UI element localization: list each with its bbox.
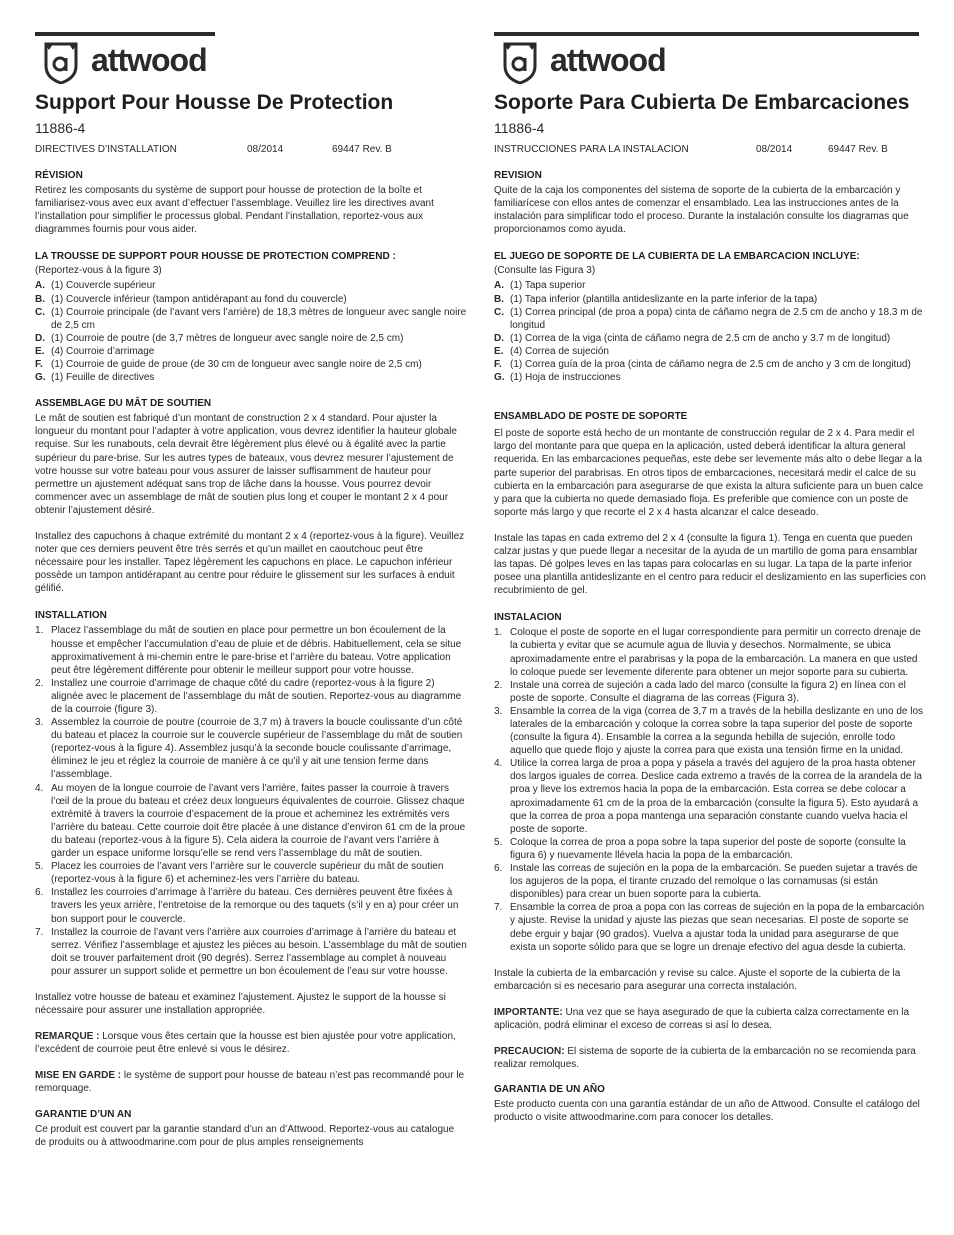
kit-list-item (494, 279, 927, 292)
install-step (494, 757, 927, 836)
page-title: Soporte Para Cubierta De Embarcaciones (494, 91, 910, 114)
step-number: 5. (494, 836, 503, 848)
step-text: Coloque la correa de proa a popa sobre la tapa superior del poste de soporte (consulte la figura 6) y nuevamente llévela hacia la popa de la embarcación. (510, 836, 906, 861)
doc-date: 08/2014 (247, 144, 284, 155)
step-text: Installez une courroie d’arrimage de chaque côté du cadre (reportez-vous à la figure 2) alignée avec le placement de l’assemblage du mât de soutien. Reportez-vous au diagramme de la courroie (figure 3). (51, 677, 462, 715)
install-step (494, 901, 927, 953)
kit-list-item (494, 371, 927, 384)
warranty-heading: GARANTIE D’UN AN (35, 1108, 132, 1120)
install-step (35, 716, 467, 781)
kit-item-text: (1) Correa de la viga (cinta de cáñamo negra de 2.5 cm de ancho y 3.7 m de longitud) (510, 332, 891, 344)
kit-item-letter: A. (35, 280, 45, 292)
install-step (35, 886, 467, 925)
warning-lead: MISE EN GARDE : (35, 1070, 122, 1082)
kit-item-letter: F. (494, 359, 502, 371)
remark-paragraph (35, 1030, 467, 1056)
kit-list (35, 279, 467, 384)
kit-list-item (35, 358, 467, 371)
kit-item-letter: C. (35, 306, 45, 318)
step-text: Installez les courroies d’arrimage à l’arrière du bateau. Ces dernières peuvent être fixées à travers les yeux arrière, l’entretoise de la remorque ou des taquets (s’il y en a) pour créer un bon support pour le couvercle. (51, 887, 459, 925)
step-number: 1. (494, 627, 503, 639)
doc-type: INSTRUCCIONES PARA LA INSTALACION (494, 144, 689, 155)
install-after-text: Installez votre housse de bateau et examinez l’ajustement. Ajustez le support de la housse si nécessaire pour assurer une installation appropriée. (35, 991, 446, 1017)
kit-item-text: (1) Feuille de directives (51, 372, 155, 384)
kit-item-letter: D. (35, 332, 45, 344)
kit-item-text: (1) Couvercle inférieur (tampon antidérapant au fond du couvercle) (51, 293, 347, 305)
step-text: Coloque el poste de soporte en el lugar correspondiente para permitir un correcto drenaje de la cubierta y evitar que se acumule agua de lluvia y desechos. Normalmente, se ubica aproximadamente entre el parabrisas y la popa de la embarcación. La manera en que usted lo coloque puede ser levemente diferente para obtener un mejor soporte para su cubierta. (510, 627, 921, 678)
doc-type: DIRECTIVES D’INSTALLATION (35, 144, 177, 155)
kit-item-letter: B. (494, 293, 504, 305)
step-number: 4. (35, 782, 44, 794)
kit-heading: EL JUEGO DE SOPORTE DE LA CUBIERTA DE LA EMBARCACION INCLUYE: (494, 251, 860, 263)
kit-item-text: (4) Correa de sujeción (510, 345, 609, 357)
kit-item-text: (1) Courroie de guide de proue (de 30 cm de longueur avec sangle noire de 2,5 cm) (51, 359, 422, 371)
remark-paragraph (494, 1006, 927, 1032)
step-text: Installez la courroie de l’avant vers l’arrière aux courroies d’arrimage à l’arrière du bateau et serrez. Vérifiez l’assemblage et ajustez les pièces au besoin. L’assemblage du mât de soutien doit se trouver parfaitement droit (90 degrés). Serrez l’assemblage au complet à nouveau pour assurer un support solide et permettre un bon écoulement de l’eau sur votre housse. (51, 926, 467, 977)
step-number: 3. (494, 705, 503, 717)
mast-heading: ENSAMBLADO DE POSTE DE SOPORTE (494, 411, 688, 423)
install-step (494, 836, 927, 862)
french-column (35, 32, 467, 1149)
warranty-heading: GARANTIA DE UN AÑO (494, 1084, 605, 1096)
kit-heading: LA TROUSSE DE SUPPORT POUR HOUSSE DE PROTECTION COMPREND : (35, 251, 396, 263)
kit-list-item (35, 345, 467, 358)
page-title: Support Pour Housse De Protection (35, 91, 394, 114)
mast-paragraph-2: Installez des capuchons à chaque extrémité du montant 2 x 4 (reportez-vous à la figure). Veuillez noter que ces derniers peuvent être très serrés et qu’un maillet en caoutchouc peut être nécessaire pour les installer. Tapez légèrement les capuchons en place. Le capuchon inférieur possède un tampon antidérapant au centre pour réduire le glissement sur les surfaces à enduit gélifié. (35, 530, 465, 595)
install-steps (35, 624, 467, 978)
warning-text: le système de support pour housse de bateau n’est pas recommandé pour le remorquage. (35, 1070, 465, 1095)
step-number: 2. (494, 679, 503, 691)
brand-name: attwood (550, 42, 666, 78)
review-heading: RÉVISION (35, 170, 83, 181)
install-step (494, 679, 927, 705)
kit-list-item (494, 358, 927, 371)
kit-item-text: (1) Tapa inferior (plantilla antideslizante en la parte inferior de la tapa) (510, 293, 818, 305)
brand-name: attwood (91, 42, 207, 78)
step-number: 6. (494, 863, 503, 875)
step-number: 1. (35, 625, 44, 637)
kit-list-item (494, 332, 927, 345)
review-text: Retirez les composants du système de support pour housse de protection de la boîte et familiarisez-vous avec eux avant d’effectuer l’assemblage. Veuillez lire les directives avant l’installation pour simplifier le processus global. Pendant l’installation, reportez-vous aux diagrammes fournis pour vous aider. (35, 185, 434, 236)
kit-item-letter: B. (35, 293, 45, 305)
review-heading: REVISION (494, 170, 542, 181)
kit-list-item (35, 293, 467, 306)
mast-paragraph-1: Le mât de soutien est fabriqué d’un montant de construction 2 x 4 standard. Pour ajuster la longueur du montant pour l’adapter à votre application, vous devrez identifier la hauteur globale requise. Sur les runabouts, cela devrait être légèrement plus élevé ou à égalité avec la partie supérieur du pare-brise. Sur les autres types de bateaux, vous devrez mesurer l’ajustement de votre housse sur votre bateau pour vous assurer de laisser suffisamment de hauteur pour permettre un ajustement adéquat sans trop de lâche dans la housse. Vous pourrez devoir commencer avec un assemblage de mât de soutien plus long et couper le montant 2 x 4 pour obtenir l’ajustement désiré. (35, 413, 457, 516)
install-step (494, 705, 927, 757)
install-step (35, 782, 467, 861)
kit-item-text: (4) Courroie d’arrimage (51, 345, 155, 357)
step-number: 7. (494, 902, 503, 914)
step-text: Utilice la correa larga de proa a popa y pásela a través del agujero de la proa hasta obtener dos largos iguales de correa. Deslice cada extremo a través de la correa de la arandela de la proa y lleve los extremos hacia la popa de la embarcación. Esta correa se debe colocar a aproximadamente 61 cm de la proa de la embarcación (consulte la figura 5). Esto ayudará a que la correa de proa a popa mantenga una separación constante cuando vuelva hacia el poste de soporte. (510, 758, 922, 835)
kit-item-text: (1) Courroie principale (de l’avant vers l’arrière) de 18,3 mètres de longueur avec sangle noire de 2,5 cm (51, 306, 467, 331)
kit-item-text: (1) Correa guía de la proa (cinta de cáñamo negra de 2.5 cm de ancho y 3 cm de longitud) (510, 359, 911, 371)
kit-item-text: (1) Hoja de instrucciones (510, 372, 621, 384)
doc-revision: 69447 Rev. B (332, 144, 392, 155)
shield-logo-icon (502, 42, 538, 84)
install-step (35, 860, 467, 886)
step-number: 3. (35, 717, 44, 729)
kit-list-item (494, 345, 927, 358)
part-number: 11886-4 (494, 120, 545, 136)
install-steps (494, 626, 927, 953)
kit-item-letter: A. (494, 280, 504, 292)
kit-list-item (35, 306, 467, 332)
mast-paragraph-1: El poste de soporte está hecho de un montante de construcción regular de 2 x 4. Para medir el largo del montante para que quepa en la aplicación, usted deberá identificar la altura general requerida. En las embarcaciones pequeñas, este debe ser levemente más alto o debe llegar a la parte superior del parabrisas. En otros tipos de embarcaciones, necesitará medir el calce de su cubierta en la embarcación para asegurarse de que exista la altura suficiente para un buen calce y para que la cubierta no quede demasiado floja. Es preferible que comience con un poste de soporte más largo y que recorte el 2 x 4 hasta alcanzar el calce deseado. (494, 428, 924, 518)
part-number: 11886-4 (35, 120, 86, 136)
mast-heading: ASSEMBLAGE DU MÂT DE SOUTIEN (35, 398, 212, 410)
install-step (494, 862, 927, 901)
remark-lead: REMARQUE : (35, 1031, 100, 1043)
install-step (35, 926, 467, 978)
install-after-text: Instale la cubierta de la embarcación y revise su calce. Ajuste el soporte de la cubierta de la embarcación si es necesario para asegurar una correcta instalación. (494, 967, 901, 992)
kit-item-text: (1) Correa principal (de proa a popa) cinta de cáñamo negra de 2.5 cm de ancho y 18.3 m de longitud (510, 306, 923, 331)
install-heading: INSTALLATION (35, 610, 107, 622)
review-text: Quite de la caja los componentes del sistema de soporte de la cubierta de la embarcación y familiarícese con ellos antes de comenzar el ensamblado. Lea las instrucciones antes de la instalación para simplificar todo el proceso. Durante la instalación consulte los diagramas que proporcionamos como ayuda. (494, 185, 909, 236)
remark-lead: IMPORTANTE: (494, 1006, 563, 1018)
install-heading: INSTALACION (494, 612, 562, 624)
step-text: Au moyen de la longue courroie de l’avant vers l’arrière, faites passer la courroie à travers l’œil de la proue du bateau et créez deux longueurs équivalentes de courroie. Glissez chaque extrémité à travers la courroie d’espacement de la proue et acheminez les extrémités vers l’arrière du bateau. Cette courroie doit être placée à une distance d’environ 61 cm de la proue du bateau (reportez-vous à la figure 5). Cela aidera la courroie de l’avant vers l’arrière à garder un espace uniforme lorsqu’elle se rend vers l’assemblage du mât de soutien. (51, 782, 466, 860)
kit-subheading: (Consulte las Figura 3) (494, 265, 596, 277)
kit-list (494, 279, 927, 384)
warranty-text: Este producto cuenta con una garantía estándar de un año de Attwood. Consulte el catálogo del producto o visite attwoodmarine.com para conocer los detalles. (494, 1099, 920, 1124)
kit-list-item (35, 332, 467, 345)
kit-list-item (35, 279, 467, 292)
remark-text: Una vez que se haya asegurado de que la cubierta calza correctamente en la aplicación, podrá eliminar el exceso de correas si así lo desea. (494, 1006, 910, 1031)
warranty-text: Ce produit est couvert par la garantie standard d’un an d’Attwood. Reportez-vous au catalogue de produits ou à attwoodmarine.com pour de plus amples renseignements (35, 1123, 455, 1148)
install-step (35, 624, 467, 676)
warning-paragraph (35, 1069, 467, 1095)
step-text: Ensamble la correa de proa a popa con las correas de sujeción en la popa de la embarcación y ajuste. Revise la unidad y ajuste las piezas que sean necesarias. El poste de soporte se debe erguir y bajar (90 grados). Vuelva a ajustar toda la unidad para asegurarse de que exista un soporte sólido para que se logre un drenaje efectivo del agua desde la cubierta. (510, 902, 925, 953)
step-text: Placez l’assemblage du mât de soutien en place pour permettre un bon écoulement de la housse et empêcher l’accumulation d’eau de pluie et de débris. Habituellement, cela se situe approximativement à mi-chemin entre le pare-brise et l’arrière du bateau. Votre application peut être légèrement différente pour obtenir le meilleur support pour votre housse. (51, 625, 462, 676)
warning-lead: PRECAUCION: (494, 1046, 565, 1058)
warning-text: El sistema de soporte de la cubierta de la embarcación no se recomienda para realizar remolques. (494, 1046, 916, 1071)
remark-text: Lorsque vous êtes certain que la housse est bien ajustée pour votre application, l’excédent de courroie peut être enlevé si vous le désirez. (35, 1031, 456, 1056)
kit-item-letter: G. (494, 372, 505, 384)
kit-item-text: (1) Courroie de poutre (de 3,7 mètres de longueur avec sangle noire de 2,5 cm) (51, 332, 404, 344)
kit-item-letter: F. (35, 359, 43, 371)
mast-paragraph-2: Instale las tapas en cada extremo del 2 x 4 (consulte la figura 1). Tenga en cuenta que pueden calzar justas y que puede llegar a necesitar de la ayuda de un martillo de goma para ensamblar las tapas. Dé golpes leves en las tapas para colocarlas en su lugar. La tapa de la parte inferior posee una plantilla antideslizante en el centro para reducir el deslizamiento en las superficies con recubrimiento de gel. (494, 532, 926, 597)
step-text: Instale las correas de sujeción en la popa de la embarcación. Se pueden sujetar a través de los agujeros de la popa, el tirante cruzado del remolque o las cornamusas (si están disponibles) para crear un buen soporte para la cubierta. (510, 863, 918, 901)
kit-item-letter: C. (494, 306, 504, 318)
step-number: 7. (35, 926, 44, 938)
doc-revision: 69447 Rev. B (828, 144, 888, 155)
kit-item-text: (1) Couvercle supérieur (51, 280, 156, 292)
kit-list-item (494, 293, 927, 306)
kit-subheading: (Reportez-vous à la figure 3) (35, 265, 162, 277)
kit-item-letter: D. (494, 332, 504, 344)
step-number: 2. (35, 677, 44, 689)
spanish-column (494, 32, 927, 1124)
kit-list-item (494, 306, 927, 332)
kit-item-letter: E. (494, 345, 504, 357)
step-text: Instale una correa de sujeción a cada lado del marco (consulte la figura 2) en línea con el poste de soporte. Consulte el diagrama de las correas (Figura 3). (510, 679, 906, 704)
step-number: 5. (35, 861, 44, 873)
shield-logo-icon (43, 42, 79, 84)
kit-item-text: (1) Tapa superior (510, 280, 586, 292)
kit-item-letter: G. (35, 372, 46, 384)
step-text: Assemblez la courroie de poutre (courroie de 3,7 m) à travers la boucle coulissante d’un côté du bateau et placez la courroie sur le couvercle supérieur de l’assemblage du mât de soutien (reportez-vous à la figure 4). Assemblez jusqu’à la seconde boucle coulissante d’arrimage, éliminez le jeu et réglez la courroie de manière à ce qu’il y ait une tension ferme dans l’assemblage. (51, 717, 463, 781)
attwood-logo (494, 32, 927, 84)
doc-info-line (494, 143, 927, 156)
step-text: Placez les courroies de l’avant vers l’arrière sur le couvercle supérieur du mât de soutien (reportez-vous à la figure 6) et acheminez-les vers l’arrière du bateau. (51, 861, 444, 886)
kit-list-item (35, 371, 467, 384)
warning-paragraph (494, 1045, 927, 1071)
step-text: Ensamble la correa de la viga (correa de 3,7 m a través de la hebilla deslizante en uno de los laterales de la embarcación y coloque la correa sobre la tapa superior del poste de soporte (consulte la figura 4). Ensamble la correa a la segunda hebilla de sujeción, enrolle todo aquello que quede flojo y ajuste la correa para que exista una tensión firme en la unidad. (510, 705, 924, 757)
step-number: 4. (494, 758, 503, 770)
kit-item-letter: E. (35, 345, 45, 357)
install-step (494, 626, 927, 678)
step-number: 6. (35, 887, 44, 899)
doc-date: 08/2014 (756, 144, 793, 155)
install-step (35, 677, 467, 716)
attwood-logo (35, 32, 467, 84)
doc-info-line (35, 143, 467, 156)
